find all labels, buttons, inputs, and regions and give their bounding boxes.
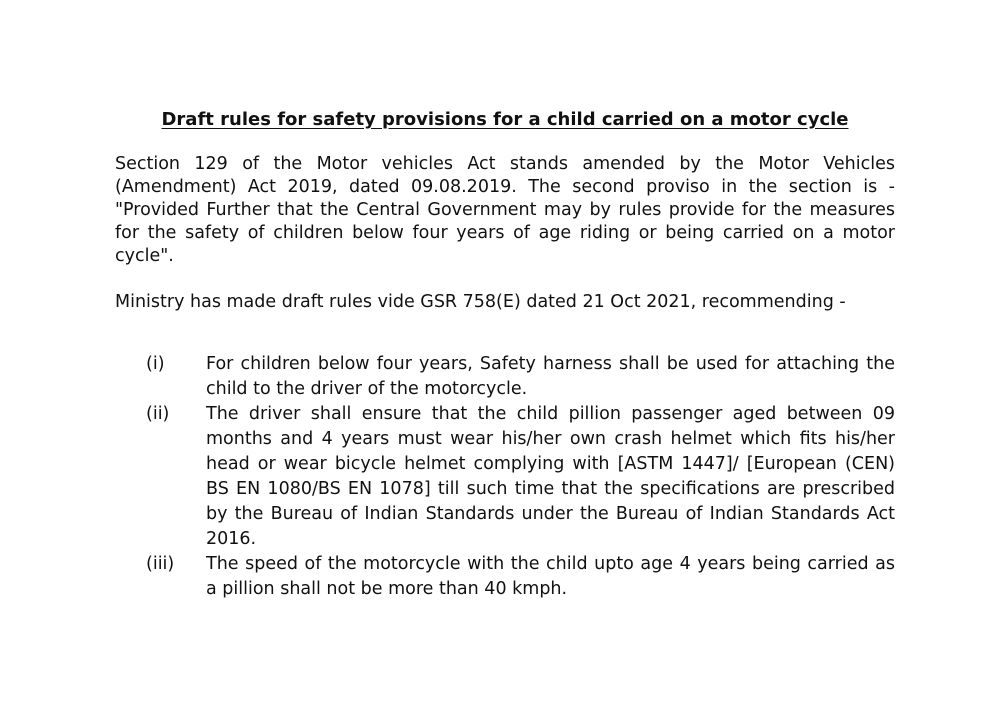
list-item bbox=[115, 552, 895, 602]
list-item-text: The driver shall ensure that the child pillion passenger aged between 09 months and 4 years must wear his/her own crash helmet which fits his/her head or wear bicycle helmet complying with [ASTM 1447]/ [European (CEN) BS EN 1080/BS EN 1078] till such time that the specifications are prescribed by the Bureau of Indian Standards under the Bureau of Indian Standards Act 2016. bbox=[206, 404, 895, 549]
document-page bbox=[115, 108, 895, 602]
list-item-text: For children below four years, Safety harness shall be used for attaching the child to the driver of the motorcycle. bbox=[206, 354, 895, 399]
document-title: Draft rules for safety provisions for a child carried on a motor cycle bbox=[161, 109, 849, 130]
list-item-number: (i) bbox=[146, 354, 165, 374]
list-item-text: The speed of the motorcycle with the child upto age 4 years being carried as a pillion shall not be more than 40 kmph. bbox=[206, 554, 895, 599]
list-item-number: (ii) bbox=[146, 404, 170, 424]
recommendations-list bbox=[115, 352, 895, 602]
list-item bbox=[115, 402, 895, 552]
list-item-number: (iii) bbox=[146, 554, 175, 574]
intro-paragraph: Section 129 of the Motor vehicles Act stands amended by the Motor Vehicles (Amendment) Act 2019, dated 09.08.2019. The second proviso in the section is - "Provided Further that the Central Government may by rules provide for the measures for the safety of children below four years of age riding or being carried on a motor cycle". bbox=[115, 154, 895, 266]
list-item bbox=[115, 352, 895, 402]
ministry-paragraph: Ministry has made draft rules vide GSR 758(E) dated 21 Oct 2021, recommending - bbox=[115, 292, 846, 312]
